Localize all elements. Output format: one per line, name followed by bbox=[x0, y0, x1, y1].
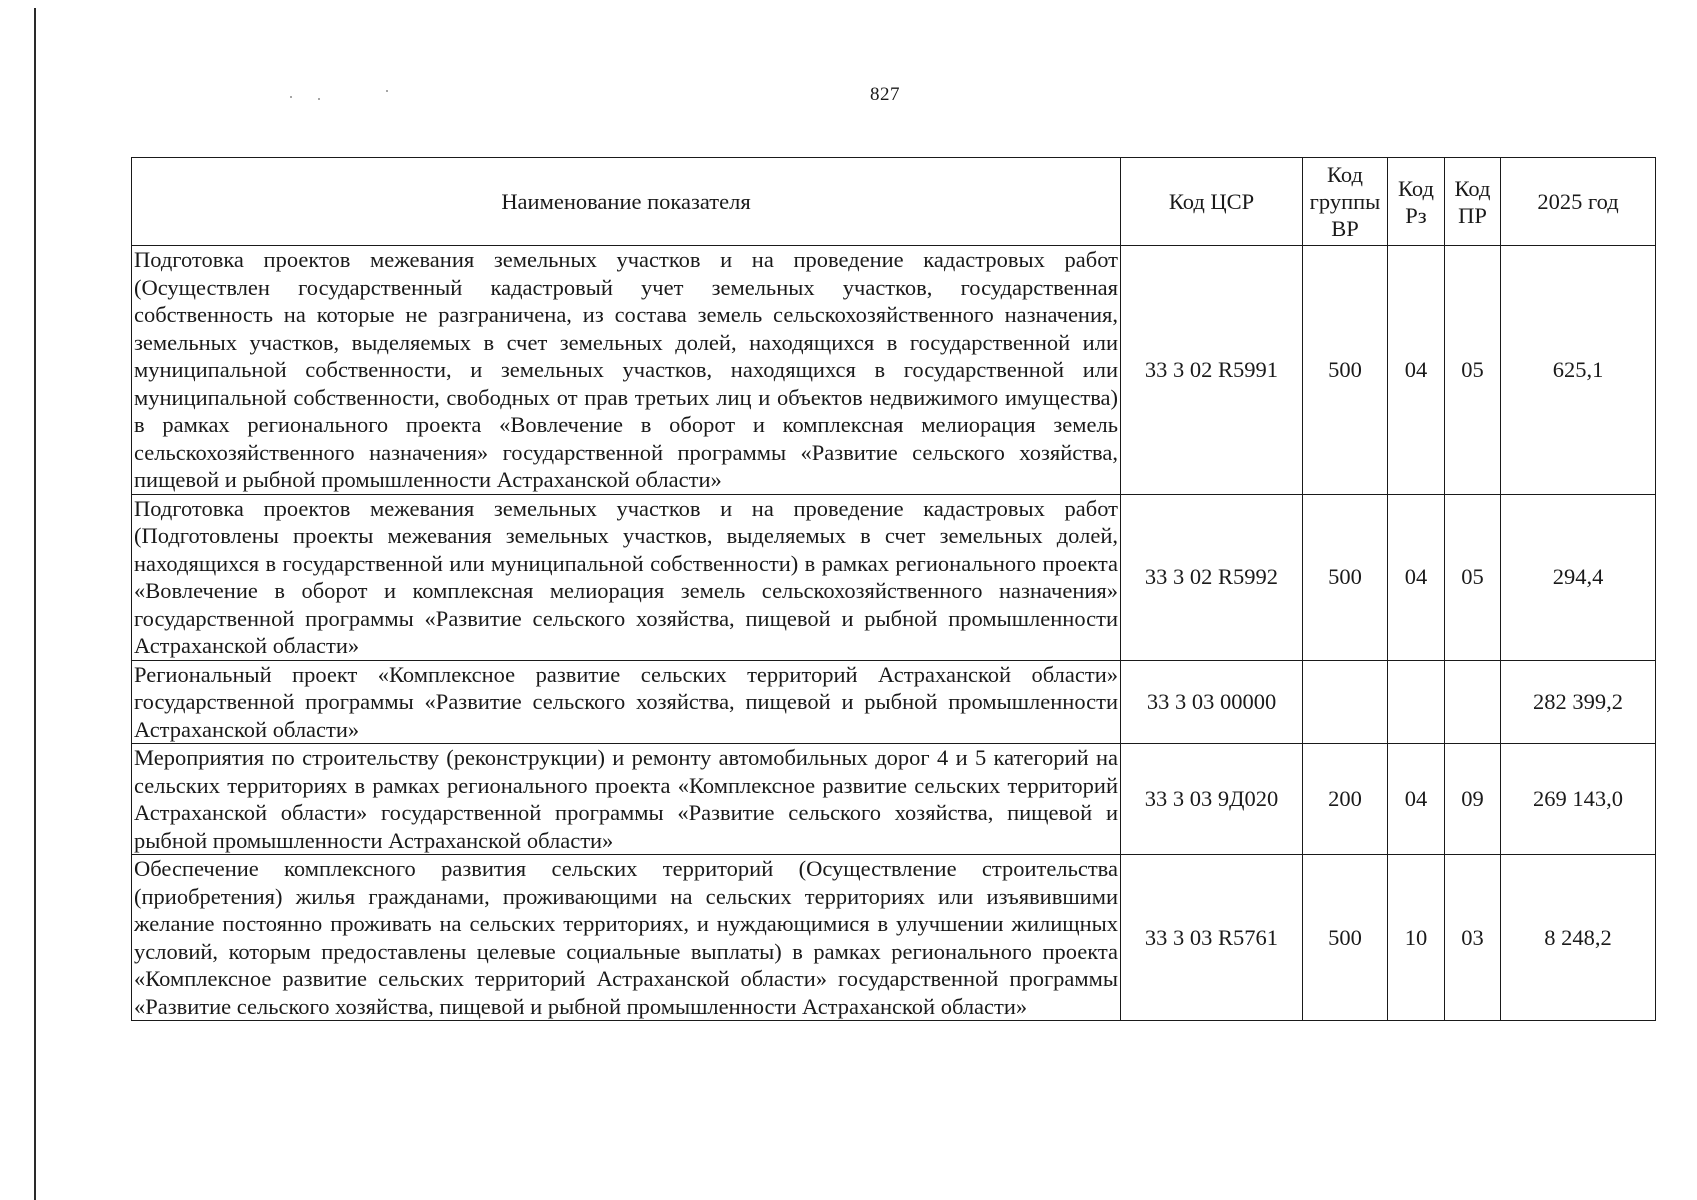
row-vr bbox=[1303, 660, 1388, 744]
row-pr bbox=[1445, 660, 1501, 744]
row-pr: 05 bbox=[1445, 494, 1501, 660]
row-code: 33 3 02 R5992 bbox=[1121, 494, 1303, 660]
row-name: Подготовка проектов межевания земельных участков и на проведение кадастровых работ (Подготовлены проекты межевания земельных участков, выделяемых в счет земельных долей, находящихся в государственной или муниципальной собственности) в рамках регионального проекта «Вовлечение в оборот и комплексная мелиорация земель сельскохозяйственного назначения» государственной программы «Развитие сельского хозяйства, пищевой и рыбной промышленности Астраханской области» bbox=[132, 494, 1121, 660]
row-rz: 10 bbox=[1388, 855, 1445, 1021]
table-row bbox=[132, 246, 1656, 495]
row-rz: 04 bbox=[1388, 246, 1445, 495]
table-row bbox=[132, 744, 1656, 855]
row-code: 33 3 03 00000 bbox=[1121, 660, 1303, 744]
row-pr: 09 bbox=[1445, 744, 1501, 855]
row-name: Мероприятия по строительству (реконструкции) и ремонту автомобильных дорог 4 и 5 категорий на сельских территориях в рамках регионального проекта «Комплексное развитие сельских территорий Астраханской области» государственной программы «Развитие сельского хозяйства, пищевой и рыбной промышленности Астраханской области» bbox=[132, 744, 1121, 855]
row-pr: 05 bbox=[1445, 246, 1501, 495]
header-year: 2025 год bbox=[1501, 158, 1656, 246]
scan-speck bbox=[318, 98, 320, 100]
row-code: 33 3 03 9Д020 bbox=[1121, 744, 1303, 855]
header-code: Код ЦСР bbox=[1121, 158, 1303, 246]
budget-table bbox=[131, 157, 1656, 1021]
header-pr: Код ПР bbox=[1445, 158, 1501, 246]
row-rz: 04 bbox=[1388, 744, 1445, 855]
row-amount: 282 399,2 bbox=[1501, 660, 1656, 744]
row-vr: 500 bbox=[1303, 494, 1388, 660]
row-pr: 03 bbox=[1445, 855, 1501, 1021]
row-vr: 200 bbox=[1303, 744, 1388, 855]
row-vr: 500 bbox=[1303, 246, 1388, 495]
row-name: Обеспечение комплексного развития сельских территорий (Осуществление строительства (приобретения) жилья гражданами, проживающими на сельских территориях или изъявившими желание постоянно проживать на сельских территориях, и нуждающимися в улучшении жилищных условий, которым предоставлены целевые социальные выплаты) в рамках регионального проекта «Комплексное развитие сельских территорий Астраханской области» государственной программы «Развитие сельского хозяйства, пищевой и рыбной промышленности Астраханской области» bbox=[132, 855, 1121, 1021]
row-name: Региональный проект «Комплексное развитие сельских территорий Астраханской области» государственной программы «Развитие сельского хозяйства, пищевой и рыбной промышленности Астраханской области» bbox=[132, 660, 1121, 744]
table-row bbox=[132, 660, 1656, 744]
table-row bbox=[132, 494, 1656, 660]
row-vr: 500 bbox=[1303, 855, 1388, 1021]
row-code: 33 3 02 R5991 bbox=[1121, 246, 1303, 495]
scan-speck bbox=[386, 90, 388, 92]
row-code: 33 3 03 R5761 bbox=[1121, 855, 1303, 1021]
row-name: Подготовка проектов межевания земельных участков и на проведение кадастровых работ (Осуществлен государственный кадастровый учет земельных участков, государственная собственность на которые не разграничена, из состава земель сельскохозяйственного назначения, земельных участков, выделяемых в счет земельных долей, находящихся в государственной или муниципальной собственности, и земельных участков, находящихся в государственной или муниципальной собственности, свободных от прав третьих лиц и объектов недвижимого имущества) в рамках регионального проекта «Вовлечение в оборот и комплексная мелиорация земель сельскохозяйственного назначения» государственной программы «Развитие сельского хозяйства, пищевой и рыбной промышленности Астраханской области» bbox=[132, 246, 1121, 495]
header-vr: Код группы ВР bbox=[1303, 158, 1388, 246]
header-name: Наименование показателя bbox=[132, 158, 1121, 246]
scan-speck bbox=[290, 96, 292, 98]
row-amount: 294,4 bbox=[1501, 494, 1656, 660]
row-amount: 625,1 bbox=[1501, 246, 1656, 495]
row-rz: 04 bbox=[1388, 494, 1445, 660]
page-number: 827 bbox=[870, 84, 900, 105]
row-rz bbox=[1388, 660, 1445, 744]
table-row bbox=[132, 855, 1656, 1021]
row-amount: 269 143,0 bbox=[1501, 744, 1656, 855]
row-amount: 8 248,2 bbox=[1501, 855, 1656, 1021]
binding-margin-line bbox=[34, 8, 36, 1200]
table-header-row bbox=[132, 158, 1656, 246]
header-rz: Код Рз bbox=[1388, 158, 1445, 246]
